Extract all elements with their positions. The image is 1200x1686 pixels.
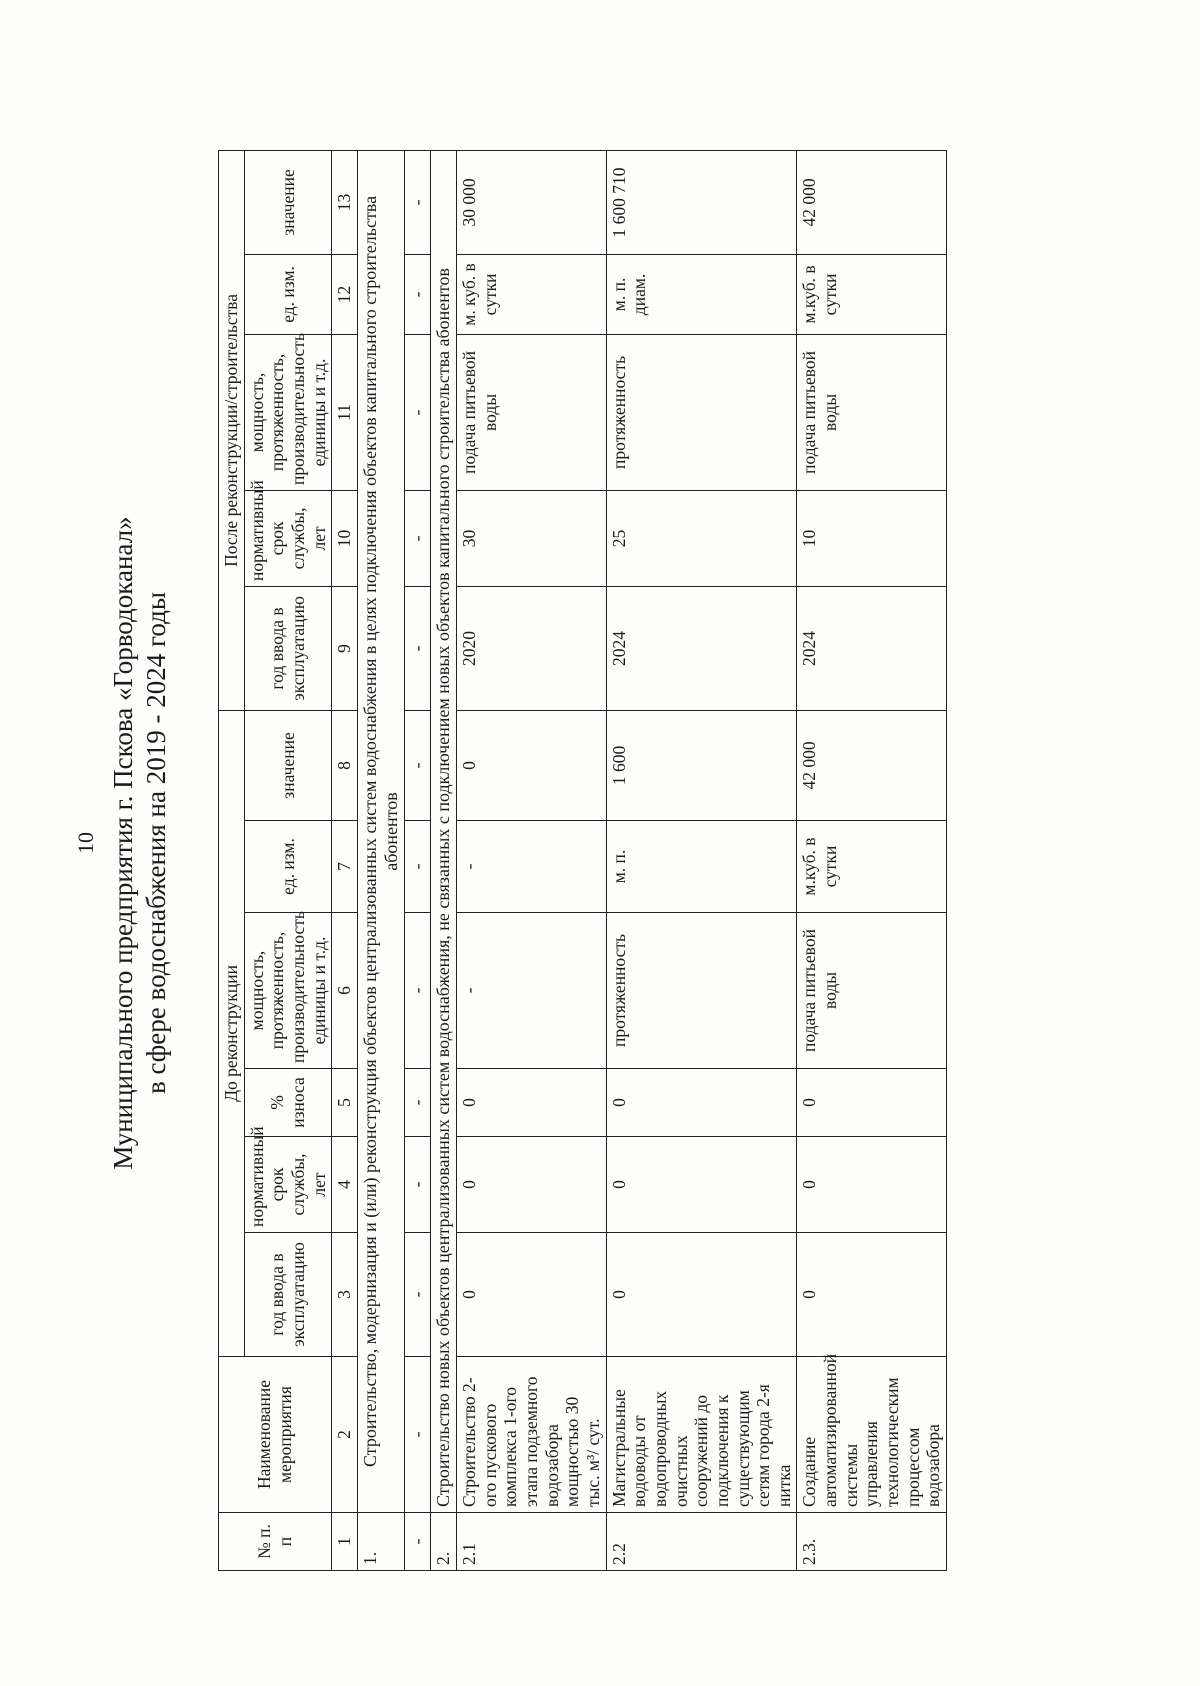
- row-year-before: 0: [606, 1233, 797, 1357]
- section-1-row: [357, 150, 404, 1570]
- header-year-after: год ввода в эксплуатацию: [244, 586, 332, 710]
- row-life-before: 0: [457, 1137, 606, 1233]
- col-number: 8: [332, 710, 358, 820]
- section-2-title: Строительство новых объектов централизованных систем водоснабжения, не связанных с подключением новых объектов капитального строительства абонентов: [430, 150, 456, 1512]
- dash-cell: -: [405, 1137, 431, 1233]
- col-number: 11: [332, 334, 358, 490]
- row-num: 2.3.: [797, 1513, 946, 1571]
- table-row: [797, 150, 946, 1570]
- row-unit-before: -: [457, 821, 606, 913]
- dash-cell: -: [405, 1233, 431, 1357]
- row-life-after: 30: [457, 490, 606, 586]
- dash-cell: -: [405, 1357, 431, 1513]
- dash-cell: -: [405, 1069, 431, 1137]
- column-number-row: [332, 150, 358, 1570]
- investment-table: [218, 150, 947, 1571]
- row-capacity-after: протяженность: [606, 334, 797, 490]
- header-capacity-before: мощность, протяженность, производительность единицы и т.д.: [244, 913, 332, 1069]
- title-line-1: Муниципального предприятия г. Пскова «Горводоканал»: [108, 516, 138, 1170]
- row-value-before: 0: [457, 710, 606, 820]
- row-value-after: 42 000: [797, 150, 946, 254]
- header-capacity-after: мощность, протяженность, производительность единицы и т.д.: [244, 334, 332, 490]
- col-number: 5: [332, 1069, 358, 1137]
- row-wear: 0: [797, 1069, 946, 1137]
- row-capacity-after: подача питьевой воды: [797, 334, 946, 490]
- row-life-after: 25: [606, 490, 797, 586]
- header-life-before: нормативный срок службы, лет: [244, 1137, 332, 1233]
- header-year-before: год ввода в эксплуатацию: [244, 1233, 332, 1357]
- col-number: 2: [332, 1357, 358, 1513]
- dash-cell: -: [405, 1513, 431, 1571]
- document-header: [60, 63, 188, 1623]
- row-num: 2.1: [457, 1513, 606, 1571]
- row-year-after: 2024: [797, 586, 946, 710]
- row-capacity-before: протяженность: [606, 913, 797, 1069]
- page-number: 10: [73, 832, 98, 854]
- rotated-page: [60, 63, 1140, 1623]
- row-capacity-after: подача питьевой воды: [457, 334, 606, 490]
- section-1-num: 1.: [357, 1513, 404, 1571]
- dash-cell: -: [405, 150, 431, 254]
- row-unit-after: м.куб. в сутки: [797, 254, 946, 334]
- col-number: 13: [332, 150, 358, 254]
- col-number: 1: [332, 1513, 358, 1571]
- col-number: 10: [332, 490, 358, 586]
- dash-cell: -: [405, 490, 431, 586]
- row-life-before: 0: [606, 1137, 797, 1233]
- row-name: Создание автоматизированной системы управления технологическим процессом водозабора: [797, 1357, 946, 1513]
- row-year-before: 0: [457, 1233, 606, 1357]
- section-1-title: Строительство, модернизация и (или) реконструкция объектов централизованных систем водоснабжения в целях подключения объектов капитального строительства абонентов: [357, 150, 404, 1512]
- header-num: № п. п: [219, 1513, 332, 1571]
- title-line-2: в сфере водоснабжения на 2019 - 2024 годы: [141, 592, 171, 1094]
- dash-cell: -: [405, 821, 431, 913]
- dash-cell: -: [405, 913, 431, 1069]
- section-1-dash-row: [405, 150, 431, 1570]
- section-2-row: [430, 150, 456, 1570]
- header-unit-before: ед. изм.: [244, 821, 332, 913]
- header-value-after: значение: [244, 150, 332, 254]
- header-life-after: нормативный срок службы, лет: [244, 490, 332, 586]
- row-year-before: 0: [797, 1233, 946, 1357]
- row-unit-before: м.куб. в сутки: [797, 821, 946, 913]
- row-year-after: 2020: [457, 586, 606, 710]
- row-unit-after: м. п. диам.: [606, 254, 797, 334]
- header-after-group: После реконструкции/строительства: [219, 150, 245, 710]
- header-wear: % износа: [244, 1069, 332, 1137]
- col-number: 7: [332, 821, 358, 913]
- dash-cell: -: [405, 710, 431, 820]
- row-value-before: 42 000: [797, 710, 946, 820]
- col-number: 9: [332, 586, 358, 710]
- header-value-before: значение: [244, 710, 332, 820]
- header-unit-after: ед. изм.: [244, 254, 332, 334]
- col-number: 6: [332, 913, 358, 1069]
- row-value-after: 30 000: [457, 150, 606, 254]
- col-number: 12: [332, 254, 358, 334]
- row-wear: 0: [457, 1069, 606, 1137]
- table-row: [457, 150, 606, 1570]
- row-capacity-before: подача питьевой воды: [797, 913, 946, 1069]
- dash-cell: -: [405, 586, 431, 710]
- dash-cell: -: [405, 254, 431, 334]
- row-value-after: 1 600 710: [606, 150, 797, 254]
- col-number: 3: [332, 1233, 358, 1357]
- header-row-1: [219, 150, 245, 1570]
- row-unit-after: м. куб. в сутки: [457, 254, 606, 334]
- section-2-num: 2.: [430, 1513, 456, 1571]
- header-name: Наименование мероприятия: [219, 1357, 332, 1513]
- row-unit-before: м. п.: [606, 821, 797, 913]
- row-value-before: 1 600: [606, 710, 797, 820]
- row-num: 2.2: [606, 1513, 797, 1571]
- row-year-after: 2024: [606, 586, 797, 710]
- table-row: [606, 150, 797, 1570]
- row-name: Магистральные водоводы от водопроводных очистных сооружений до подключения к существующим сетям города 2-я нитка: [606, 1357, 797, 1513]
- row-capacity-before: -: [457, 913, 606, 1069]
- header-before-group: До реконструкции: [219, 710, 245, 1356]
- row-life-after: 10: [797, 490, 946, 586]
- row-name: Строительство 2-ого пускового комплекса 1-ого этапа подземного водозабора мощностью 30 тыс. м³/ сут.: [457, 1357, 606, 1513]
- row-life-before: 0: [797, 1137, 946, 1233]
- dash-cell: -: [405, 334, 431, 490]
- row-wear: 0: [606, 1069, 797, 1137]
- col-number: 4: [332, 1137, 358, 1233]
